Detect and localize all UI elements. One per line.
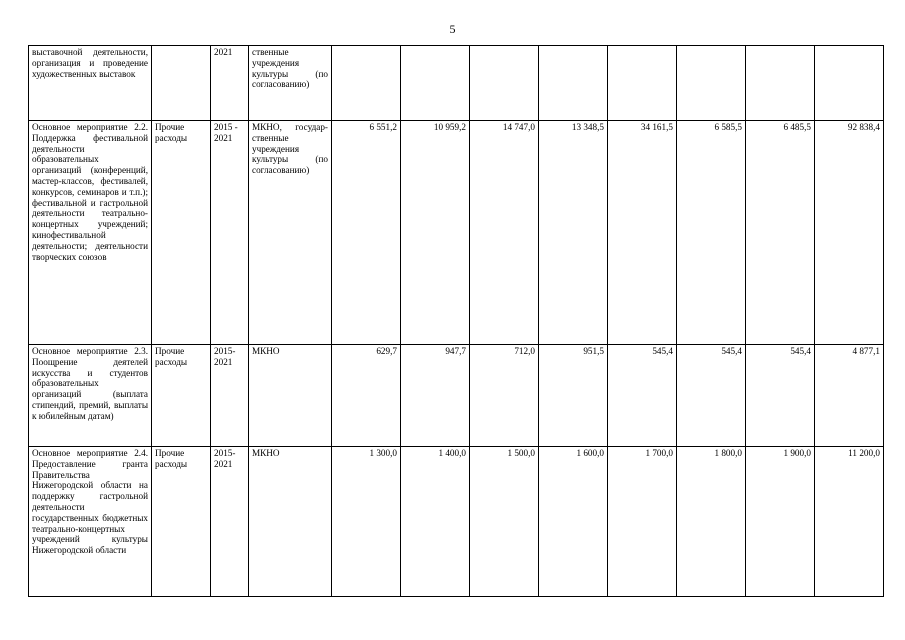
measure-name-cell: Основное мероприятие 2.2. Поддержка фестивальной деятельности образовательных организаций (конференций, мастер-классов, фестивалей, конкурсов, семинаров и т.п.); фестивальной и гастрольной деятельности театрально-концертных учреждений; кинофестивальной деятельности; деятельности творческих союзов xyxy=(29,121,152,345)
value-cell: 6 485,5 xyxy=(746,121,815,345)
executor-cell: МКНО xyxy=(249,447,332,597)
executor-cell: МКНО xyxy=(249,345,332,447)
value-cell xyxy=(332,46,401,121)
executor-cell: ственные учреждения культуры (по согласованию) xyxy=(249,46,332,121)
expense-type-cell: Прочие расходы xyxy=(152,121,211,345)
measure-name-cell: Основное мероприятие 2.4. Предоставление гранта Правительства Нижегородской области на поддержку гастрольной деятельности государственных бюджетных театрально-концертных учреждений культуры Нижегородской области xyxy=(29,447,152,597)
value-cell: 712,0 xyxy=(470,345,539,447)
value-cell: 629,7 xyxy=(332,345,401,447)
table-row xyxy=(29,46,884,121)
period-cell: 2015 - 2021 xyxy=(211,121,249,345)
total-cell: 11 200,0 xyxy=(815,447,884,597)
table-row xyxy=(29,345,884,447)
value-cell: 545,4 xyxy=(677,345,746,447)
value-cell: 6 551,2 xyxy=(332,121,401,345)
value-cell: 1 500,0 xyxy=(470,447,539,597)
value-cell: 947,7 xyxy=(401,345,470,447)
value-cell xyxy=(608,46,677,121)
value-cell xyxy=(539,46,608,121)
measure-name-cell: выставочной деятельности, организация и проведение художественных выставок xyxy=(29,46,152,121)
value-cell: 34 161,5 xyxy=(608,121,677,345)
value-cell xyxy=(470,46,539,121)
value-cell: 545,4 xyxy=(746,345,815,447)
value-cell xyxy=(401,46,470,121)
value-cell xyxy=(746,46,815,121)
expense-type-cell: Прочие расходы xyxy=(152,345,211,447)
expense-type-cell: Прочие расходы xyxy=(152,447,211,597)
period-cell: 2015-2021 xyxy=(211,447,249,597)
value-cell: 1 400,0 xyxy=(401,447,470,597)
period-cell: 2021 xyxy=(211,46,249,121)
measure-name-cell: Основное мероприятие 2.3. Поощрение деятелей искусства и студентов образовательных организаций (выплата стипендий, премий, выплаты к юбилейным датам) xyxy=(29,345,152,447)
value-cell: 6 585,5 xyxy=(677,121,746,345)
value-cell: 1 700,0 xyxy=(608,447,677,597)
value-cell: 1 300,0 xyxy=(332,447,401,597)
executor-cell: МКНО, государ-ственные учреждения культуры (по согласованию) xyxy=(249,121,332,345)
value-cell: 1 900,0 xyxy=(746,447,815,597)
value-cell: 14 747,0 xyxy=(470,121,539,345)
value-cell: 951,5 xyxy=(539,345,608,447)
table-row xyxy=(29,447,884,597)
table-row xyxy=(29,121,884,345)
total-cell: 4 877,1 xyxy=(815,345,884,447)
value-cell: 1 800,0 xyxy=(677,447,746,597)
period-cell: 2015-2021 xyxy=(211,345,249,447)
budget-table xyxy=(28,45,884,597)
value-cell: 13 348,5 xyxy=(539,121,608,345)
expense-type-cell xyxy=(152,46,211,121)
page-number: 5 xyxy=(449,22,456,36)
value-cell: 1 600,0 xyxy=(539,447,608,597)
value-cell: 10 959,2 xyxy=(401,121,470,345)
total-cell xyxy=(815,46,884,121)
total-cell: 92 838,4 xyxy=(815,121,884,345)
value-cell: 545,4 xyxy=(608,345,677,447)
value-cell xyxy=(677,46,746,121)
